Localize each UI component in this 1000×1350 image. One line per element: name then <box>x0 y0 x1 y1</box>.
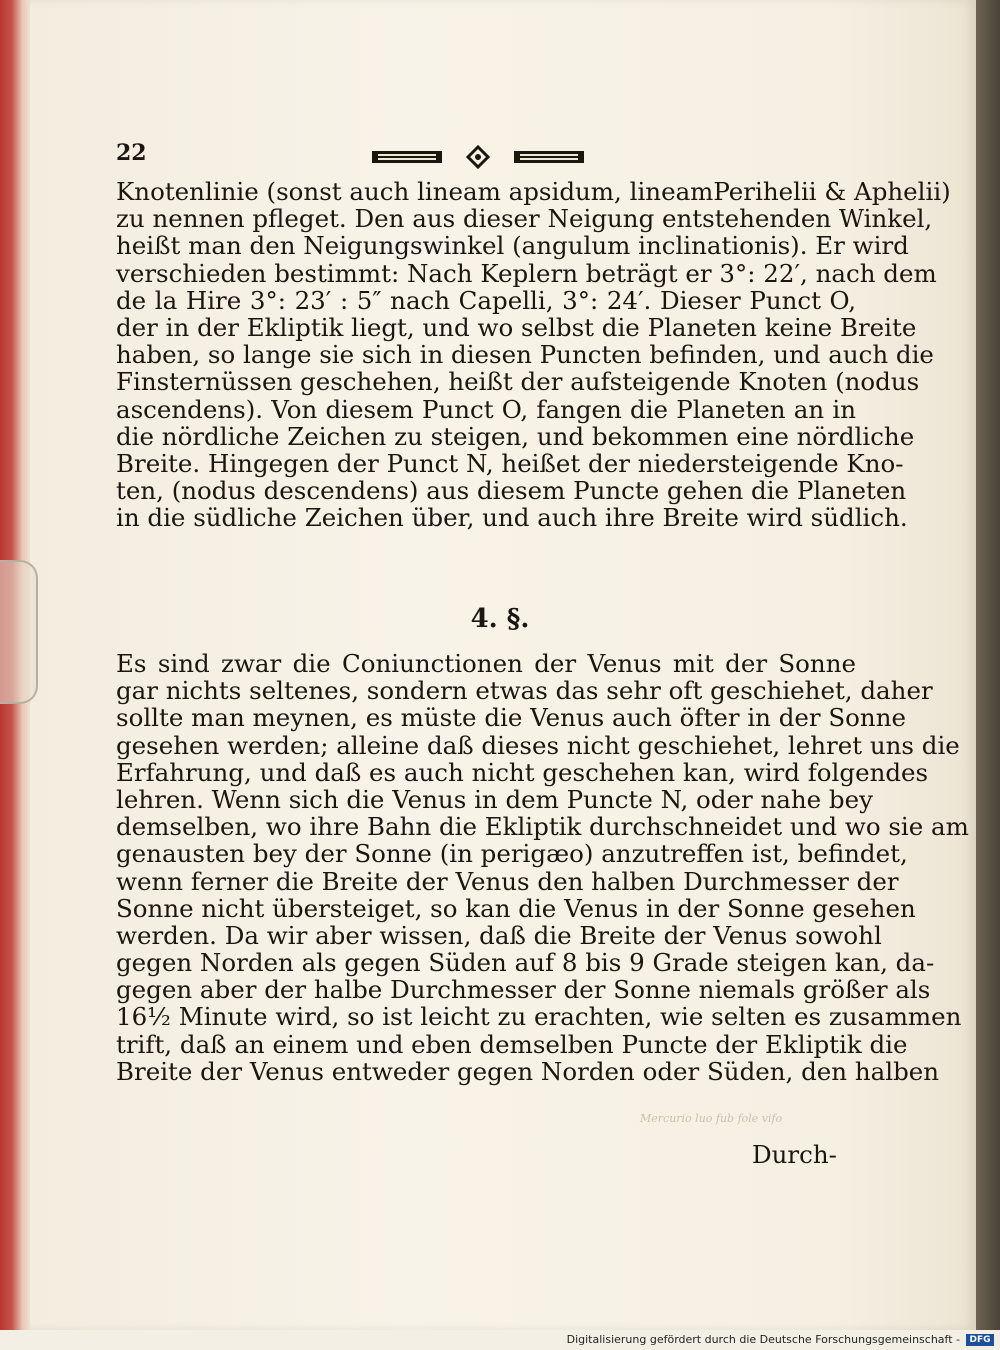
header-ornament <box>368 142 588 172</box>
footer <box>0 1330 1000 1350</box>
dfg-logo: DFG <box>966 1334 994 1346</box>
text-line: ascendens). Von diesem Punct O, fangen die Planeten an in <box>116 394 856 424</box>
text-line: gar nichts seltenes, sondern etwas das sehr oft geschiehet, daher <box>116 676 933 706</box>
section-heading: 4. §. <box>470 604 530 634</box>
text-line: die nördliche Zeichen zu steigen, und bekommen eine nördliche <box>116 421 915 451</box>
catchword: Durch- <box>752 1140 837 1169</box>
text-line: trift, daß an einem und eben demselben Puncte der Ekliptik die <box>116 1029 908 1059</box>
text-line: Es sind zwar die Coniunctionen der Venus mit der Sonne <box>116 649 856 678</box>
text-line: lehren. Wenn sich die Venus in dem Puncte N, oder nahe bey <box>116 784 873 814</box>
text-line: gesehen werden; alleine daß dieses nicht geschiehet, lehret uns die <box>116 730 960 760</box>
text-line: heißt man den Neigungswinkel (angulum inclinationis). Er wird <box>116 231 909 261</box>
text-line: demselben, wo ihre Bahn die Ekliptik durchschneidet und wo sie am <box>116 812 969 842</box>
text-line: der in der Ekliptik liegt, und wo selbst die Planeten keine Breite <box>116 312 917 342</box>
text-line: sollte man meynen, es müste die Venus auch öfter in der Sonne <box>116 703 906 733</box>
paragraph-1 <box>116 177 951 533</box>
text-line: Knotenlinie (sonst auch lineam apsidum, lineamPerihelii & Aphelii) <box>116 177 951 206</box>
text-line: Erfahrung, und daß es auch nicht geschehen kan, wird folgendes <box>116 757 929 787</box>
text-line: Breite der Venus entweder gegen Norden oder Süden, den halben <box>116 1056 940 1086</box>
text-line: genausten bey der Sonne (in perigæo) anzutreffen ist, befindet, <box>116 839 908 869</box>
text-line: gegen aber der halbe Durchmesser der Sonne niemals größer als <box>116 975 931 1005</box>
bleed-through-text: Mercurio luo fub fole vifo <box>640 1112 783 1125</box>
text-line: wenn ferner die Breite der Venus den halben Durchmesser der <box>116 866 899 896</box>
gutter-shadow <box>976 0 1000 1330</box>
text-line: verschieden bestimmt: Nach Keplern beträgt er 3°: 22′, nach dem <box>116 258 937 288</box>
text-line: gegen Norden als gegen Süden auf 8 bis 9 Grade steigen kan, da- <box>116 948 935 978</box>
text-line: 16½ Minute wird, so ist leicht zu erachten, wie selten es zusammen <box>116 1002 962 1032</box>
text-line: in die südliche Zeichen über, und auch ihre Breite wird südlich. <box>116 503 908 533</box>
text-line: Finsternüssen geschehen, heißt der aufsteigende Knoten (nodus <box>116 367 920 397</box>
paragraph-2 <box>116 649 969 1086</box>
page-number: 22 <box>116 140 147 166</box>
text-line: de la Hire 3°: 23′ : 5″ nach Capelli, 3°: 24′. Dieser Punct O, <box>116 285 856 315</box>
text-line: Sonne nicht übersteiget, so kan die Venus in der Sonne gesehen <box>116 893 916 923</box>
text-line: ten, (nodus descendens) aus diesem Puncte gehen die Planeten <box>116 476 907 506</box>
text-line: werden. Da wir aber wissen, daß die Breite der Venus sowohl <box>116 920 882 950</box>
text-line: Breite. Hingegen der Punct N, heißet der niedersteigende Kno- <box>116 448 904 478</box>
footer-credit: Digitalisierung gefördert durch die Deutsche Forschungsgemeinschaft - <box>566 1333 960 1346</box>
text-line: haben, so lange sie sich in diesen Puncten befinden, und auch die <box>116 340 934 370</box>
text-line: zu nennen pfleget. Den aus dieser Neigung entstehenden Winkel, <box>116 204 933 234</box>
